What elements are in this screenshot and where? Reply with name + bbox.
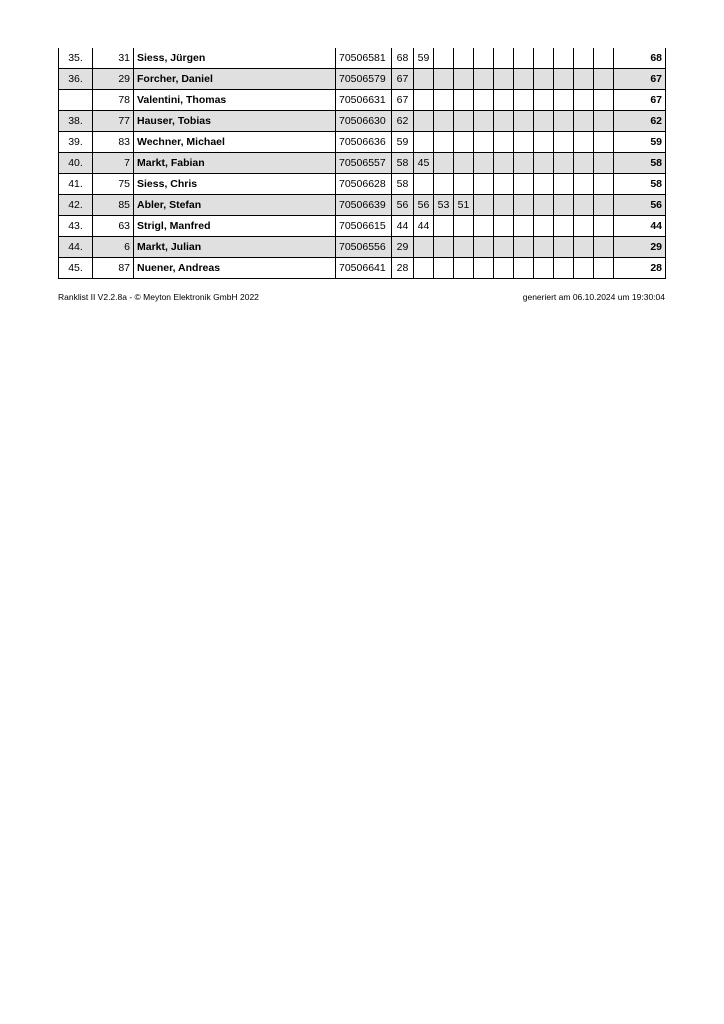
table-row [59, 48, 666, 69]
score-cell [454, 90, 474, 111]
rank-cell: 43. [59, 216, 93, 237]
score-cell: 59 [392, 132, 414, 153]
shooter-name-cell: Forcher, Daniel [134, 69, 336, 90]
shooter-name-cell: Markt, Fabian [134, 153, 336, 174]
score-cell [494, 132, 514, 153]
start-number-cell: 63 [93, 216, 134, 237]
ranking-table [58, 48, 666, 279]
score-cell [574, 111, 594, 132]
score-cell [434, 132, 454, 153]
score-cell [494, 69, 514, 90]
table-row [59, 195, 666, 216]
score-cell [494, 216, 514, 237]
table-row [59, 258, 666, 279]
table-row [59, 237, 666, 258]
score-cell [474, 258, 494, 279]
score-cell [494, 90, 514, 111]
score-cell [514, 237, 534, 258]
score-cell [514, 153, 534, 174]
score-cell [554, 69, 574, 90]
rank-cell: 39. [59, 132, 93, 153]
start-number-cell: 77 [93, 111, 134, 132]
score-cell [594, 216, 614, 237]
score-cell [574, 153, 594, 174]
score-cell: 51 [454, 195, 474, 216]
footer-copyright: Ranklist II V2.2.8a - © Meyton Elektronik GmbH 2022 [58, 292, 259, 302]
score-cell [454, 174, 474, 195]
shooter-name-cell: Siess, Jürgen [134, 48, 336, 69]
footer-generated-timestamp: generiert am 06.10.2024 um 19:30:04 [522, 292, 665, 302]
score-cell [554, 132, 574, 153]
table-row [59, 90, 666, 111]
shooter-name-cell: Abler, Stefan [134, 195, 336, 216]
score-cell [554, 258, 574, 279]
score-cell [474, 216, 494, 237]
license-id-cell: 70506579 [336, 69, 392, 90]
license-id-cell: 70506630 [336, 111, 392, 132]
score-cell: 28 [392, 258, 414, 279]
rank-cell: 38. [59, 111, 93, 132]
license-id-cell: 70506628 [336, 174, 392, 195]
score-cell: 59 [414, 48, 434, 69]
score-cell [474, 69, 494, 90]
score-cell [574, 195, 594, 216]
score-cell [554, 237, 574, 258]
score-cell [414, 174, 434, 195]
score-cell [514, 195, 534, 216]
score-cell [454, 111, 474, 132]
score-cell: 29 [392, 237, 414, 258]
score-cell [474, 111, 494, 132]
score-cell [594, 237, 614, 258]
score-cell [454, 69, 474, 90]
score-cell: 62 [392, 111, 414, 132]
score-cell [454, 216, 474, 237]
start-number-cell: 83 [93, 132, 134, 153]
score-cell [534, 258, 554, 279]
shooter-name-cell: Strigl, Manfred [134, 216, 336, 237]
shooter-name-cell: Nuener, Andreas [134, 258, 336, 279]
license-id-cell: 70506581 [336, 48, 392, 69]
table-row [59, 174, 666, 195]
score-cell [594, 69, 614, 90]
start-number-cell: 31 [93, 48, 134, 69]
score-cell [574, 216, 594, 237]
score-cell [434, 174, 454, 195]
license-id-cell: 70506615 [336, 216, 392, 237]
score-cell [454, 237, 474, 258]
score-cell [474, 195, 494, 216]
score-cell [594, 174, 614, 195]
score-cell: 56 [392, 195, 414, 216]
score-cell [594, 90, 614, 111]
ranking-rows [59, 48, 666, 279]
table-row [59, 153, 666, 174]
rank-cell: 35. [59, 48, 93, 69]
score-cell [574, 48, 594, 69]
score-cell [474, 153, 494, 174]
shooter-name-cell: Wechner, Michael [134, 132, 336, 153]
table-row [59, 132, 666, 153]
score-cell [554, 48, 574, 69]
score-cell: 45 [414, 153, 434, 174]
start-number-cell: 7 [93, 153, 134, 174]
license-id-cell: 70506631 [336, 90, 392, 111]
score-cell [494, 153, 514, 174]
license-id-cell: 70506639 [336, 195, 392, 216]
score-cell [594, 132, 614, 153]
start-number-cell: 78 [93, 90, 134, 111]
score-cell: 53 [434, 195, 454, 216]
score-cell [554, 153, 574, 174]
score-cell [434, 216, 454, 237]
score-cell [514, 132, 534, 153]
score-cell [514, 90, 534, 111]
score-cell [574, 237, 594, 258]
total-cell: 62 [614, 111, 666, 132]
score-cell [414, 90, 434, 111]
score-cell [494, 111, 514, 132]
score-cell [434, 90, 454, 111]
rank-cell: 44. [59, 237, 93, 258]
score-cell: 67 [392, 69, 414, 90]
total-cell: 56 [614, 195, 666, 216]
shooter-name-cell: Siess, Chris [134, 174, 336, 195]
license-id-cell: 70506641 [336, 258, 392, 279]
score-cell [554, 216, 574, 237]
total-cell: 68 [614, 48, 666, 69]
table-row [59, 111, 666, 132]
score-cell [574, 90, 594, 111]
score-cell [554, 111, 574, 132]
rank-cell: 40. [59, 153, 93, 174]
score-cell [494, 174, 514, 195]
score-cell [594, 258, 614, 279]
score-cell [594, 111, 614, 132]
score-cell [454, 132, 474, 153]
score-cell [514, 111, 534, 132]
total-cell: 28 [614, 258, 666, 279]
rank-cell: 42. [59, 195, 93, 216]
score-cell [414, 111, 434, 132]
table-row [59, 69, 666, 90]
start-number-cell: 87 [93, 258, 134, 279]
score-cell [474, 132, 494, 153]
start-number-cell: 85 [93, 195, 134, 216]
score-cell [434, 69, 454, 90]
total-cell: 58 [614, 174, 666, 195]
score-cell [514, 216, 534, 237]
score-cell: 44 [414, 216, 434, 237]
score-cell [534, 69, 554, 90]
score-cell [514, 69, 534, 90]
score-cell [534, 195, 554, 216]
score-cell [434, 111, 454, 132]
score-cell [534, 132, 554, 153]
score-cell [534, 90, 554, 111]
start-number-cell: 75 [93, 174, 134, 195]
score-cell [514, 48, 534, 69]
license-id-cell: 70506557 [336, 153, 392, 174]
score-cell [454, 258, 474, 279]
total-cell: 29 [614, 237, 666, 258]
score-cell [554, 90, 574, 111]
score-cell [534, 111, 554, 132]
score-cell [494, 237, 514, 258]
total-cell: 44 [614, 216, 666, 237]
shooter-name-cell: Hauser, Tobias [134, 111, 336, 132]
score-cell [534, 48, 554, 69]
score-cell [574, 69, 594, 90]
total-cell: 67 [614, 69, 666, 90]
score-cell [494, 48, 514, 69]
score-cell [534, 237, 554, 258]
score-cell: 44 [392, 216, 414, 237]
start-number-cell: 29 [93, 69, 134, 90]
rank-cell: 41. [59, 174, 93, 195]
score-cell [534, 153, 554, 174]
score-cell [434, 48, 454, 69]
score-cell [474, 48, 494, 69]
score-cell [474, 237, 494, 258]
score-cell [414, 69, 434, 90]
score-cell [534, 174, 554, 195]
total-cell: 58 [614, 153, 666, 174]
score-cell: 58 [392, 174, 414, 195]
shooter-name-cell: Valentini, Thomas [134, 90, 336, 111]
score-cell [434, 237, 454, 258]
score-cell [494, 195, 514, 216]
score-cell [554, 174, 574, 195]
score-cell [594, 195, 614, 216]
license-id-cell: 70506636 [336, 132, 392, 153]
score-cell [534, 216, 554, 237]
score-cell [574, 258, 594, 279]
table-row [59, 216, 666, 237]
score-cell [554, 195, 574, 216]
score-cell [414, 132, 434, 153]
score-cell: 58 [392, 153, 414, 174]
score-cell: 68 [392, 48, 414, 69]
rank-cell: 36. [59, 69, 93, 90]
rank-cell [59, 90, 93, 111]
total-cell: 67 [614, 90, 666, 111]
shooter-name-cell: Markt, Julian [134, 237, 336, 258]
score-cell [514, 258, 534, 279]
score-cell [594, 153, 614, 174]
score-cell: 67 [392, 90, 414, 111]
score-cell [494, 258, 514, 279]
score-cell [434, 258, 454, 279]
score-cell [414, 237, 434, 258]
score-cell [454, 153, 474, 174]
license-id-cell: 70506556 [336, 237, 392, 258]
score-cell [574, 132, 594, 153]
score-cell [434, 153, 454, 174]
score-cell [574, 174, 594, 195]
score-cell [514, 174, 534, 195]
score-cell [594, 48, 614, 69]
rank-cell: 45. [59, 258, 93, 279]
start-number-cell: 6 [93, 237, 134, 258]
score-cell [454, 48, 474, 69]
score-cell: 56 [414, 195, 434, 216]
score-cell [474, 90, 494, 111]
total-cell: 59 [614, 132, 666, 153]
score-cell [414, 258, 434, 279]
score-cell [474, 174, 494, 195]
